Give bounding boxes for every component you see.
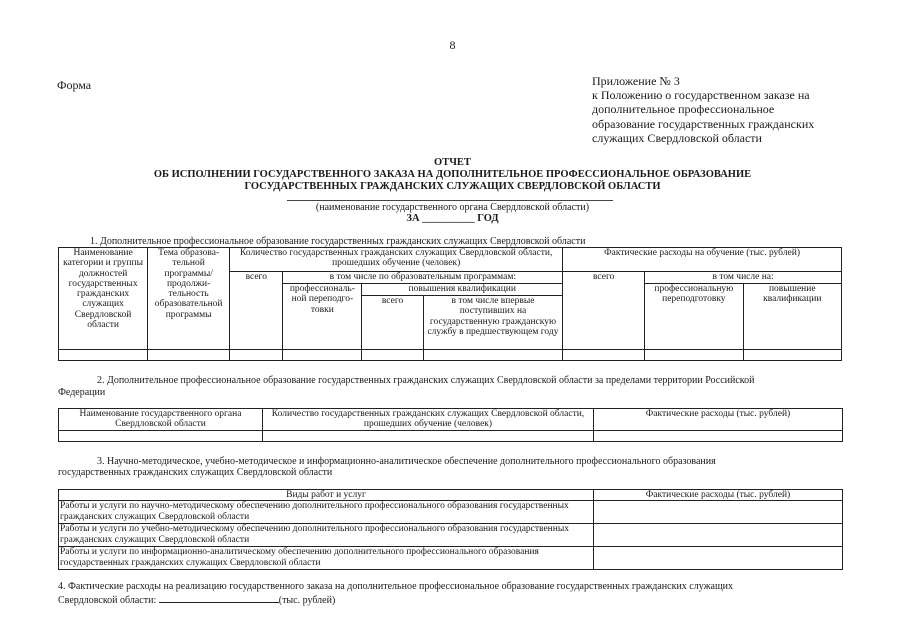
col-upgrade: повышение квалификации: [743, 284, 841, 350]
col-works: Виды работ и услуг: [59, 490, 594, 501]
org-name-blank[interactable]: [287, 200, 613, 201]
section1-table: [58, 247, 842, 361]
input-cell[interactable]: [148, 350, 230, 361]
input-cell[interactable]: [59, 430, 263, 441]
report-subtitle: ОБ ИСПОЛНЕНИИ ГОСУДАРСТВЕННОГО ЗАКАЗА НА ДОПОЛНИТЕЛЬНОЕ ПРОФЕССИОНАЛЬНОЕ ОБРАЗОВАНИЕ: [153, 169, 752, 180]
col-expenses: Фактические расходы (тыс. рублей): [594, 490, 843, 501]
section4-label: Свердловской области:: [58, 595, 157, 606]
col-qual-total: всего: [362, 296, 423, 350]
appendix-line: служащих Свердловской области: [592, 130, 762, 145]
section3-title: 3. Научно-методическое, учебно-методическое и информационно-аналитическое обеспечение дополнительного профессионального образования: [97, 456, 716, 467]
col-topic: Тема образова-тельной программы/ продолжи-тельность образовательной программы: [148, 248, 230, 350]
col-by-programs: в том числе по образовательным программам:: [283, 272, 563, 284]
input-cell[interactable]: [230, 350, 283, 361]
appendix-line: Приложение № 3: [592, 74, 680, 88]
page-number: 8: [449, 38, 456, 52]
input-cell[interactable]: [563, 350, 645, 361]
work-row-label: Работы и услуги по информационно-аналитическому обеспечению дополнительного профессионального образования государственных гражданских служащих Свердловской области: [59, 547, 594, 570]
section3-table: [58, 489, 843, 570]
col-retraining: профессиональ-ной переподго-товки: [283, 284, 362, 350]
section1-title: 1. Дополнительное профессиональное образование государственных гражданских служащих Свердловской области: [90, 236, 586, 247]
input-cell[interactable]: [594, 501, 843, 524]
appendix-note: [592, 74, 814, 145]
col-by-including: в том числе на:: [645, 272, 842, 284]
section2-title-cont: Федерации: [58, 387, 106, 398]
report-heading: [0, 157, 905, 193]
section4-title: 4. Фактические расходы на реализацию государственного заказа на дополнительное профессиональное образование государственных гражданских служащих: [58, 581, 733, 592]
col-first-time: в том числе впервые поступивших на государственную гражданскую службу в предшествующем году: [423, 296, 562, 350]
input-cell[interactable]: [362, 350, 423, 361]
section4-amount-line: [58, 593, 335, 607]
input-cell[interactable]: [594, 430, 843, 441]
input-cell[interactable]: [263, 430, 594, 441]
input-cell[interactable]: [423, 350, 562, 361]
section2-table: [58, 408, 843, 442]
col-count: Количество государственных гражданских служащих Свердловской области, прошедших обучение (человек): [230, 248, 563, 272]
amount-blank-field[interactable]: [159, 593, 279, 603]
table-row: [59, 430, 843, 441]
input-cell[interactable]: [743, 350, 841, 361]
work-row-label: Работы и услуги по научно-методическому обеспечению дополнительного профессионального образования государственных гражданских служащих Свердловской области: [59, 501, 594, 524]
appendix-line: образование государственных гражданских: [592, 116, 815, 131]
section4-unit: (тыс. рублей): [278, 595, 336, 606]
section3-title-cont: государственных гражданских служащих Свердловской области: [58, 467, 333, 478]
org-name-hint: (наименование государственного органа Свердловской области): [315, 202, 590, 213]
col-total: всего: [230, 272, 283, 350]
col-org-name: Наименование государственного органа Свердловской области: [59, 409, 263, 431]
input-cell[interactable]: [645, 350, 743, 361]
input-cell[interactable]: [594, 547, 843, 570]
appendix-line: к Положению о государственном заказе на: [592, 88, 810, 103]
table-row: [59, 547, 843, 570]
appendix-line: дополнительное профессиональное: [592, 102, 775, 117]
section2-title: 2. Дополнительное профессиональное образование государственных гражданских служащих Свердловской области за пределами территории Российской: [97, 375, 755, 386]
report-title: ОТЧЕТ: [434, 157, 471, 168]
table-row: [59, 501, 843, 524]
work-row-label: Работы и услуги по учебно-методическому обеспечению дополнительного профессионального образования государственных гражданских служащих Свердловской области: [59, 524, 594, 547]
year-line: ЗА __________ ГОД: [406, 213, 499, 224]
input-cell[interactable]: [283, 350, 362, 361]
col-expenses-total: всего: [563, 272, 645, 350]
col-expenses: Фактические расходы на обучение (тыс. рублей): [563, 248, 842, 272]
report-subtitle: ГОСУДАРСТВЕННЫХ ГРАЖДАНСКИХ СЛУЖАЩИХ СВЕРДЛОВСКОЙ ОБЛАСТИ: [244, 181, 661, 192]
col-count: Количество государственных гражданских служащих Свердловской области, прошедших обучение (человек): [263, 409, 594, 431]
col-category: Наименование категории и группы должностей государственных гражданских служащих Свердловской области: [59, 248, 148, 350]
input-cell[interactable]: [594, 524, 843, 547]
input-cell[interactable]: [59, 350, 148, 361]
form-label: Форма: [57, 78, 92, 92]
col-prof-retraining: профессиональную переподготовку: [645, 284, 743, 350]
col-expenses: Фактические расходы (тыс. рублей): [594, 409, 843, 431]
col-qualification: повышения квалификации: [362, 284, 563, 296]
table-row: [59, 350, 842, 361]
table-row: [59, 524, 843, 547]
